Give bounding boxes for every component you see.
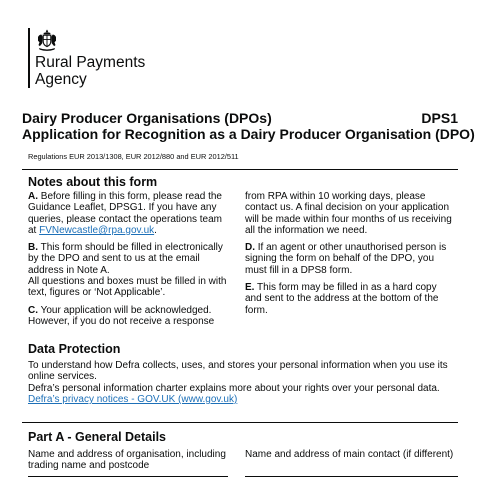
note-b-letter: B.: [28, 242, 38, 254]
organisation-address-field[interactable]: [28, 476, 228, 480]
note-b-text: This form should be filled in electronically by the DPO and sent to us at the email address in Note A.: [28, 242, 223, 276]
note-d: [245, 242, 455, 276]
data-protection-line2: Defra’s personal information charter explains more about your rights over your personal data.: [28, 382, 440, 394]
form-code: DPS1: [421, 110, 458, 126]
main-contact-label: Name and address of main contact (if different): [245, 449, 454, 460]
note-a-text: Before filling in this form, please read the Guidance Leaflet, DPSG1. If you have any queries, please contact the operations team at: [28, 191, 223, 236]
note-a-letter: A.: [28, 191, 38, 202]
note-b: [28, 242, 232, 276]
note-b-text2: All questions and boxes must be filled in with text, figures or ‘Not Applicable’.: [28, 276, 227, 299]
data-protection-line1: To understand how Defra collects, uses, and stores your personal information when you use its online services.: [28, 360, 448, 383]
organisation-address-label: Name and address of organisation, including trading name and postcode: [28, 449, 226, 472]
data-protection-heading: Data Protection: [28, 342, 121, 356]
notes-heading: Notes about this form: [28, 175, 158, 189]
note-c-letter: C.: [28, 304, 38, 316]
regulations-reference: Regulations EUR 2013/1308, EUR 2012/880 and EUR 2012/511: [28, 152, 239, 161]
form-title-line2: Application for Recognition as a Dairy Producer Organisation (DPO): [22, 126, 475, 142]
section-divider: [22, 169, 458, 170]
form-title-line1: Dairy Producer Organisations (DPOs): [22, 110, 272, 126]
part-a-heading: Part A - General Details: [28, 430, 167, 444]
note-e-letter: E.: [245, 282, 255, 294]
note-d-letter: D.: [245, 242, 255, 254]
note-c: [28, 305, 232, 328]
agency-name-line1: Rural Payments: [35, 54, 146, 71]
note-c-continued: from RPA within 10 working days, please contact us. A final decision on your application will be made within four months of us receiving all the information we need.: [245, 191, 452, 236]
main-contact-field[interactable]: [245, 476, 458, 480]
notes-column-left: [28, 191, 232, 333]
operations-email-link[interactable]: FVNewcastle@rpa.gov.uk: [39, 224, 155, 236]
note-e-text: This form may be filled in as a hard copy and sent to the address at the bottom of the form.: [245, 282, 439, 316]
note-a-end: .: [154, 224, 157, 236]
notes-column-right: [245, 191, 455, 322]
note-a: [28, 191, 232, 236]
note-d-text: If an agent or other unauthorised person is signing the form on behalf of the DPO, you must fill in a DPS8 form.: [245, 242, 447, 276]
note-e: [245, 282, 455, 316]
agency-name: [35, 54, 145, 88]
royal-crest-icon: [35, 28, 59, 52]
privacy-notices-link[interactable]: Defra’s privacy notices - GOV.UK (www.gov.uk): [28, 393, 238, 405]
logo-divider: [28, 28, 30, 88]
data-protection-body: [28, 360, 458, 405]
note-c-text: Your application will be acknowledged. However, if you do not receive a response: [28, 304, 215, 327]
section-divider-part-a: [22, 422, 458, 423]
agency-name-line2: Agency: [35, 71, 87, 88]
